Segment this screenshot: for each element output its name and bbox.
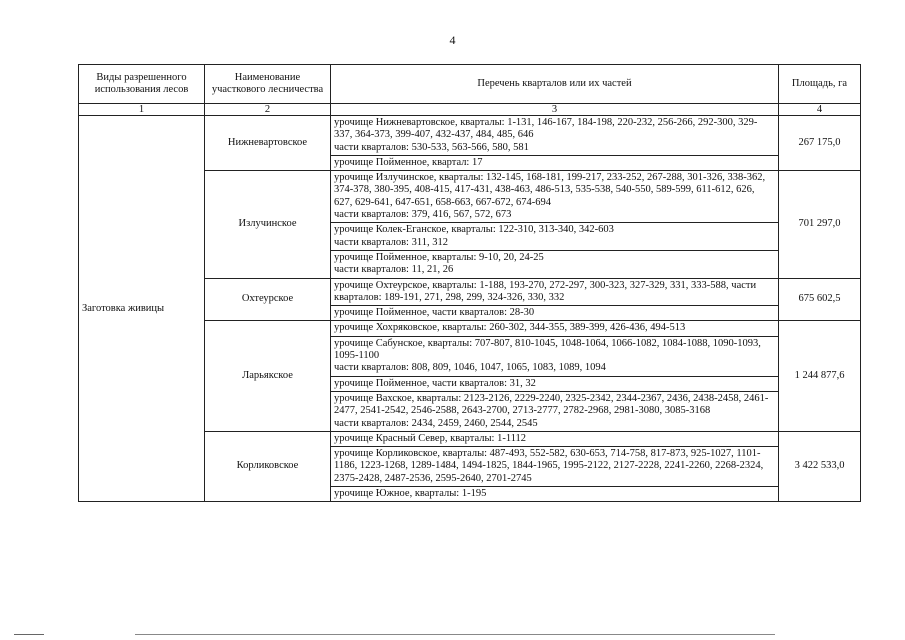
quarters-cell	[331, 376, 779, 391]
quarters-line: урочище Корликовское, кварталы: 487-493, 552-582, 630-653, 714-758, 817-873, 925-1027, 1101-1186, 1223-1268, 1289-1484, 1494-1825, 1844-1965, 1995-2122, 2127-2228, 2241-2260, 2268-2324, 2375-2428, 2487-2536, 2595-2640, 2701-2745	[334, 448, 764, 484]
quarters-cell	[331, 391, 779, 431]
header-use-type: Виды разрешенного использования лесов	[79, 65, 205, 104]
district-name-cell: Охтеурское	[205, 278, 331, 321]
district-name-cell: Корликовское	[205, 431, 331, 501]
margin-mark	[14, 634, 44, 635]
header-district: Наименование участкового лесничества	[205, 65, 331, 104]
column-number: 1	[79, 104, 205, 116]
quarters-line: части кварталов: 379, 416, 567, 572, 673	[334, 209, 512, 221]
quarters-line: части кварталов: 311, 312	[334, 236, 448, 248]
quarters-line: части кварталов: 808, 809, 1046, 1047, 1065, 1083, 1089, 1094	[334, 362, 606, 374]
table-body	[79, 116, 861, 502]
area-cell: 267 175,0	[779, 116, 861, 171]
quarters-line: урочище Южное, кварталы: 1-195	[334, 488, 487, 500]
column-number-row	[79, 104, 861, 116]
quarters-cell	[331, 155, 779, 170]
header-area: Площадь, га	[779, 65, 861, 104]
quarters-cell	[331, 306, 779, 321]
footer-rule	[135, 634, 775, 635]
table-row	[79, 116, 861, 156]
quarters-line: урочище Колек-Еганское, кварталы: 122-310, 313-340, 342-603	[334, 224, 614, 236]
area-cell: 701 297,0	[779, 171, 861, 278]
district-name-cell: Нижневартовское	[205, 116, 331, 171]
quarters-line: урочище Красный Север, кварталы: 1-1112	[334, 432, 527, 444]
quarters-cell	[331, 250, 779, 278]
quarters-line: части кварталов: 530-533, 563-566, 580, 581	[334, 141, 529, 153]
quarters-cell	[331, 116, 779, 156]
quarters-line: урочище Пойменное, части кварталов: 28-30	[334, 307, 535, 319]
quarters-cell	[331, 431, 779, 446]
district-name-cell: Ларьякское	[205, 321, 331, 431]
quarters-cell	[331, 321, 779, 336]
quarters-line: части кварталов: 11, 21, 26	[334, 264, 454, 276]
quarters-cell	[331, 447, 779, 487]
quarters-cell	[331, 278, 779, 306]
column-number: 2	[205, 104, 331, 116]
forest-use-table	[78, 64, 861, 502]
quarters-line: урочище Пойменное, кварталы: 9-10, 20, 24-25	[334, 251, 544, 263]
quarters-line: урочище Охтеурское, кварталы: 1-188, 193-270, 272-297, 300-323, 327-329, 331, 333-588, части кварталов: 189-191, 271, 298, 299, 324-326, 330, 332	[334, 279, 757, 303]
column-number: 4	[779, 104, 861, 116]
area-cell: 3 422 533,0	[779, 431, 861, 501]
page-number: 4	[449, 33, 456, 47]
quarters-line: части кварталов: 2434, 2459, 2460, 2544, 2545	[334, 417, 538, 429]
column-number: 3	[331, 104, 779, 116]
quarters-line: урочище Нижневартовское, кварталы: 1-131, 146-167, 184-198, 220-232, 256-266, 292-300, 329-337, 364-373, 399-407, 432-437, 484, 485, 646	[334, 117, 758, 141]
quarters-cell	[331, 336, 779, 376]
use-type-cell: Заготовка живицы	[79, 116, 205, 502]
quarters-line: урочище Пойменное, части кварталов: 31, 32	[334, 377, 536, 389]
header-quarters: Перечень кварталов или их частей	[331, 65, 779, 104]
area-cell: 1 244 877,6	[779, 321, 861, 431]
quarters-line: урочище Вахское, кварталы: 2123-2126, 2229-2240, 2325-2342, 2344-2367, 2436, 2438-2458, 2461-2477, 2541-2542, 2546-2588, 2643-2700, 2713-2777, 2782-2968, 2981-3080, 3085-3168	[334, 392, 769, 417]
quarters-line: урочище Хохряковское, кварталы: 260-302, 344-355, 389-399, 426-436, 494-513	[334, 322, 686, 334]
quarters-cell	[331, 171, 779, 223]
area-cell: 675 602,5	[779, 278, 861, 321]
header-row	[79, 65, 861, 104]
quarters-line: урочище Пойменное, квартал: 17	[334, 156, 483, 168]
quarters-line: урочище Излучинское, кварталы: 132-145, 168-181, 199-217, 233-252, 267-288, 301-326, 338-362, 374-378, 380-395, 408-415, 417-431, 438-463, 486-513, 535-538, 540-550, 589-599, 611-612, 626, 627, 629-641, 647-651, 658-663, 667-672, 674-694	[334, 172, 766, 208]
quarters-cell	[331, 487, 779, 502]
district-name-cell: Излучинское	[205, 171, 331, 278]
quarters-line: урочище Сабунское, кварталы: 707-807, 810-1045, 1048-1064, 1066-1082, 1084-1088, 1090-1093, 1095-1100	[334, 337, 761, 362]
quarters-cell	[331, 223, 779, 251]
